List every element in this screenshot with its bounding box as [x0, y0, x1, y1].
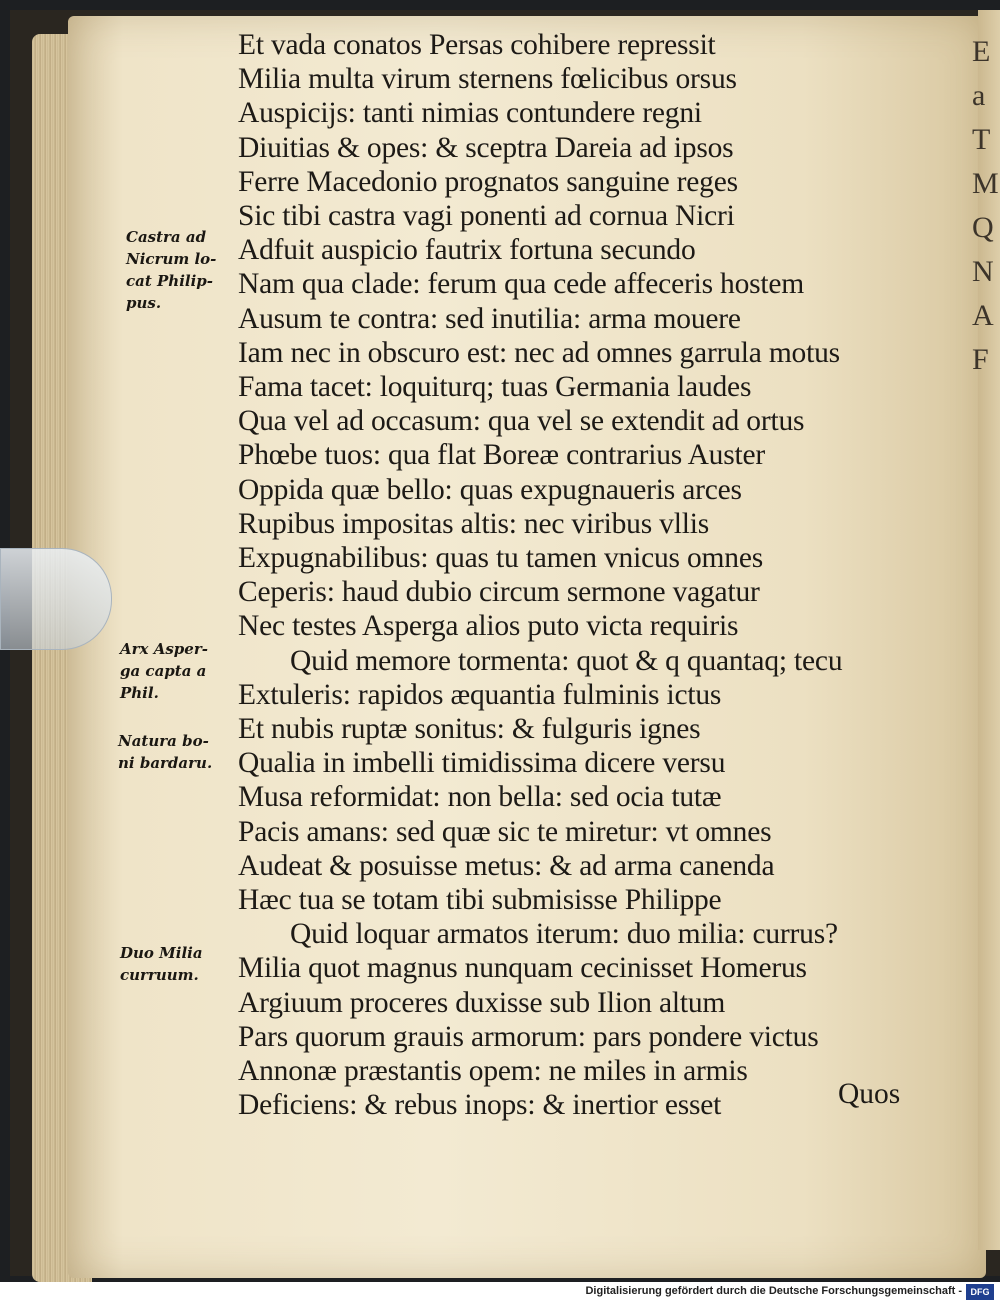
text-line: Qua vel ad occasum: qua vel se extendit ad ortus: [238, 405, 805, 438]
text-line: Oppida quæ bello: quas expugnaueris arces: [238, 473, 742, 506]
note-line: Phil.: [120, 684, 159, 702]
marginal-note-duo-milia: [120, 942, 203, 986]
note-line: Castra ad: [126, 228, 207, 246]
text-line: Milia quot magnus nunquam cecinisset Homerus: [238, 952, 807, 985]
text-line: Iam nec in obscuro est: nec ad omnes garrula motus: [238, 336, 840, 369]
note-line: pus.: [126, 294, 162, 312]
note-line: Nicrum lo-: [126, 250, 217, 268]
text-line: Quid loquar armatos iterum: duo milia: currus?: [290, 918, 838, 951]
text-line: Diuitias & opes: & sceptra Dareia ad ipsos: [238, 131, 734, 164]
note-line: Natura bo-: [118, 732, 209, 750]
text-line: Audeat & posuisse metus: & ad arma canenda: [238, 849, 775, 882]
text-line: Qualia in imbelli timidissima dicere versu: [238, 747, 726, 780]
note-line: curruum.: [120, 966, 199, 984]
right-page-fragment: E a T M Q N A F: [972, 35, 999, 376]
text-line: Argiuum proceres duxisse sub Ilion altum: [238, 986, 726, 1019]
text-line: Milia multa virum sternens fœlicibus orsus: [238, 63, 737, 96]
text-line: Et nubis ruptæ sonitus: & fulguris ignes: [238, 713, 701, 746]
note-line: Duo Milia: [120, 944, 203, 962]
note-line: cat Philip-: [126, 272, 213, 290]
text-line: Extuleris: rapidos æquantia fulminis ictus: [238, 678, 722, 711]
text-line: Annonæ præstantis opem: ne miles in armis: [238, 1055, 748, 1088]
text-line: Pars quorum grauis armorum: pars pondere victus: [238, 1020, 819, 1053]
marginal-note-natura: [118, 730, 212, 774]
text-line: Musa reformidat: non bella: sed ocia tutæ: [238, 781, 722, 814]
text-line: Rupibus impositas altis: nec viribus vllis: [238, 507, 709, 540]
footer-bar: [0, 1282, 1000, 1304]
dfg-logo-icon: DFG: [966, 1284, 994, 1300]
text-line: Adfuit auspicio fautrix fortuna secundo: [238, 234, 696, 267]
text-line: Ausum te contra: sed inutilia: arma mouere: [238, 302, 741, 335]
text-line: Ferre Macedonio prognatos sanguine reges: [238, 165, 738, 198]
text-line: Hæc tua se totam tibi submisisse Philippe: [238, 884, 722, 917]
note-line: ga capta a: [120, 662, 207, 680]
text-line: Nec testes Asperga alios puto victa requiris: [238, 610, 739, 643]
text-line: Et vada conatos Persas cohibere repressit: [238, 29, 716, 61]
text-line: Sic tibi castra vagi ponenti ad cornua Nicri: [238, 200, 735, 233]
text-line: Expugnabilibus: quas tu tamen vnicus omnes: [238, 542, 763, 575]
catchword: Quos: [838, 1078, 901, 1110]
text-line: Pacis amans: sed quæ sic te miretur: vt omnes: [238, 815, 772, 848]
marginal-note-arx: [120, 638, 208, 704]
text-line: Fama tacet: loquiturq; tuas Germania laudes: [238, 371, 752, 404]
poem-text: [238, 28, 928, 1123]
text-line: Deficiens: & rebus inops: & inertior esset: [238, 1089, 722, 1122]
marginal-note-castra: [126, 226, 216, 314]
page-clip: [0, 548, 112, 650]
text-line: Phœbe tuos: qua flat Boreæ contrarius Auster: [238, 439, 766, 472]
footer-credit: Digitalisierung gefördert durch die Deutsche Forschungsgemeinschaft -: [585, 1285, 962, 1297]
note-line: Arx Asper-: [120, 640, 208, 658]
text-line: Nam qua clade: ferum qua cede affeceris hostem: [238, 268, 805, 301]
text-line: Ceperis: haud dubio circum sermone vagatur: [238, 576, 760, 609]
text-line: Auspicijs: tanti nimias contundere regni: [238, 97, 702, 130]
text-line: Quid memore tormenta: quot & q quantaq; tecu: [290, 644, 843, 677]
note-line: ni bardaru.: [118, 754, 213, 772]
